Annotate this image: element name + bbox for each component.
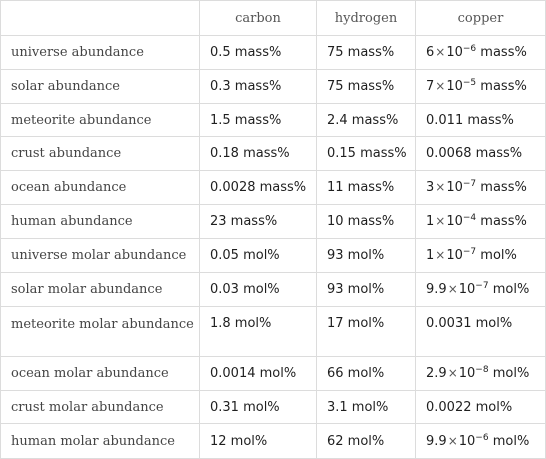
cell-copper: 0.0068 mass%: [416, 137, 546, 171]
times-sign: ×: [447, 366, 458, 380]
cell-carbon: 12 mol%: [200, 424, 317, 459]
row-header: meteorite molar abundance: [1, 307, 200, 357]
cell-hydrogen: 75 mass%: [317, 70, 416, 104]
cell-copper: [416, 36, 546, 70]
row-header: ocean abundance: [1, 171, 200, 205]
cell-copper: [416, 205, 546, 239]
cell-copper: [416, 239, 546, 273]
row-header: human molar abundance: [1, 424, 200, 459]
table-row: [1, 391, 546, 424]
cell-carbon: 23 mass%: [200, 205, 317, 239]
cell-carbon: 0.05 mol%: [200, 239, 317, 273]
exponent: −6: [475, 432, 489, 443]
unit: mass%: [476, 214, 527, 229]
column-header-carbon: carbon: [200, 1, 317, 36]
exponent: −7: [475, 281, 489, 291]
column-header-hydrogen: hydrogen: [317, 1, 416, 36]
table-body: [1, 36, 546, 459]
base: 10: [446, 248, 463, 263]
cell-copper: 0.011 mass%: [416, 104, 546, 137]
row-header: crust abundance: [1, 137, 200, 171]
cell-carbon: 0.5 mass%: [200, 36, 317, 70]
table-row: [1, 104, 546, 137]
unit: mol%: [476, 248, 517, 263]
exponent: −7: [462, 247, 477, 257]
base: 10: [446, 214, 463, 229]
cell-copper: [416, 424, 546, 459]
cell-copper: [416, 171, 546, 205]
times-sign: ×: [435, 79, 446, 93]
cell-carbon: 1.5 mass%: [200, 104, 317, 137]
table-row: [1, 307, 546, 357]
times-sign: ×: [435, 248, 446, 262]
row-header: human abundance: [1, 205, 200, 239]
base: 10: [458, 282, 476, 297]
cell-carbon: 0.31 mol%: [200, 391, 317, 424]
cell-hydrogen: 66 mol%: [317, 357, 416, 391]
times-sign: ×: [435, 180, 446, 194]
exponent: −6: [462, 44, 477, 54]
cell-carbon: 0.0028 mass%: [200, 171, 317, 205]
cell-carbon: 0.03 mol%: [200, 273, 317, 307]
table-row: [1, 424, 546, 459]
table-row: [1, 357, 546, 391]
row-header: crust molar abundance: [1, 391, 200, 424]
cell-hydrogen: 10 mass%: [317, 205, 416, 239]
times-sign: ×: [447, 282, 458, 296]
base: 10: [446, 79, 463, 94]
column-header-copper: copper: [416, 1, 546, 36]
cell-hydrogen: 75 mass%: [317, 36, 416, 70]
base: 10: [458, 366, 476, 381]
cell-hydrogen: 93 mol%: [317, 239, 416, 273]
base: 10: [446, 45, 463, 60]
row-header: universe molar abundance: [1, 239, 200, 273]
cell-copper: 0.0031 mol%: [416, 307, 546, 357]
mantissa: 6: [426, 45, 435, 60]
row-header: ocean molar abundance: [1, 357, 200, 391]
unit: mol%: [488, 282, 530, 297]
exponent: −5: [462, 78, 477, 88]
exponent: −7: [462, 179, 477, 189]
mantissa: 1: [426, 214, 435, 229]
cell-carbon: 0.18 mass%: [200, 137, 317, 171]
times-sign: ×: [447, 433, 458, 448]
unit: mol%: [488, 433, 530, 449]
cell-carbon: 1.8 mol%: [200, 307, 317, 357]
mantissa: 9.9: [426, 433, 447, 449]
unit: mass%: [476, 180, 527, 195]
cell-hydrogen: 0.15 mass%: [317, 137, 416, 171]
row-header: solar abundance: [1, 70, 200, 104]
cell-carbon: 0.3 mass%: [200, 70, 317, 104]
cell-hydrogen: 93 mol%: [317, 273, 416, 307]
row-header: universe abundance: [1, 36, 200, 70]
unit: mass%: [476, 79, 527, 94]
times-sign: ×: [435, 45, 446, 59]
table-row: [1, 239, 546, 273]
unit: mass%: [476, 45, 527, 60]
header-row: [1, 1, 546, 36]
table-row: [1, 137, 546, 171]
mantissa: 1: [426, 248, 435, 263]
table-row: [1, 171, 546, 205]
exponent: −4: [462, 213, 477, 223]
cell-hydrogen: 62 mol%: [317, 424, 416, 459]
cell-copper: 0.0022 mol%: [416, 391, 546, 424]
table-row: [1, 70, 546, 104]
base: 10: [446, 180, 463, 195]
mantissa: 3: [426, 180, 435, 195]
table-row: [1, 205, 546, 239]
times-sign: ×: [435, 214, 446, 228]
base: 10: [458, 433, 476, 449]
cell-hydrogen: 3.1 mol%: [317, 391, 416, 424]
cell-copper: [416, 357, 546, 391]
row-header: meteorite abundance: [1, 104, 200, 137]
cell-hydrogen: 17 mol%: [317, 307, 416, 357]
cell-hydrogen: 11 mass%: [317, 171, 416, 205]
row-header: solar molar abundance: [1, 273, 200, 307]
mantissa: 9.9: [426, 282, 447, 297]
corner-cell: [1, 1, 200, 36]
table-row: [1, 36, 546, 70]
cell-copper: [416, 70, 546, 104]
cell-copper: [416, 273, 546, 307]
unit: mol%: [488, 366, 530, 381]
cell-hydrogen: 2.4 mass%: [317, 104, 416, 137]
mantissa: 7: [426, 79, 435, 94]
exponent: −8: [475, 365, 489, 375]
cell-carbon: 0.0014 mol%: [200, 357, 317, 391]
mantissa: 2.9: [426, 366, 447, 381]
table-row: [1, 273, 546, 307]
